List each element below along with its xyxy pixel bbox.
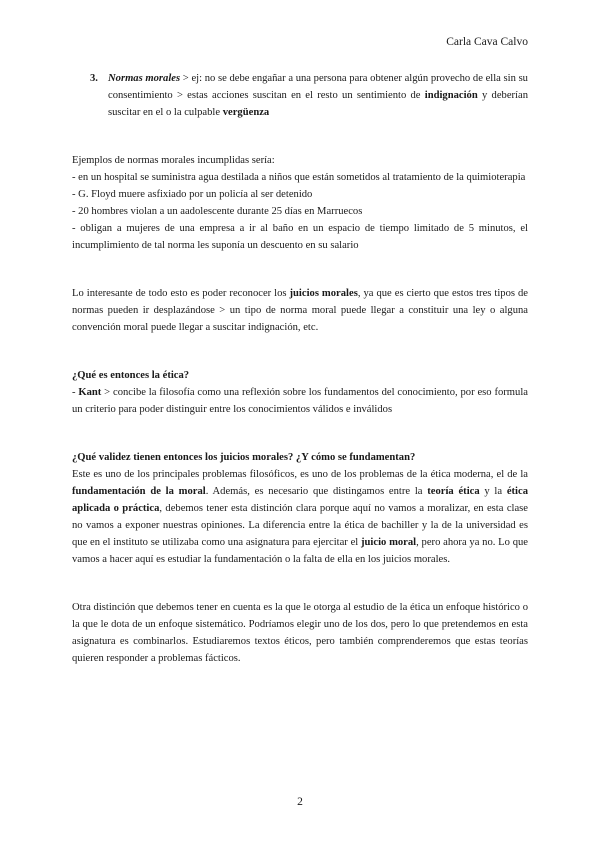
- example-item-1: - en un hospital se suministra agua destilada a niños que están sometidos al tratamiento de la quimioterapia: [72, 172, 526, 183]
- example-item-4: - obligan a mujeres de una empresa a ir al baño en un espacio de tiempo limitado de 5 minutos, el incumplimiento de tal norma les suponía un descuento en su salario: [72, 223, 528, 251]
- term-normas-morales: Normas morales: [108, 73, 181, 84]
- example-item-3: - 20 hombres violan a un aadolescente durante 25 días en Marruecos: [72, 206, 363, 217]
- header-author: Carla Cava Calvo: [446, 36, 528, 48]
- bold-indignacion: indignación: [424, 90, 478, 101]
- text-run: y la: [479, 486, 507, 497]
- bold-juicios-morales: juicios morales: [289, 288, 358, 299]
- text-run: , ya que es cierto que estos tres tipos de normas pueden ir desplazándose > un tipo de norma moral puede llegar a constituir una ley o alguna convención moral puede llegar a suscitar indignación, etc.: [72, 288, 528, 333]
- bold-verguenza: vergüenza: [222, 107, 270, 118]
- section-heading-etica: ¿Qué es entonces la ética?: [72, 370, 190, 381]
- paragraph-kant: [72, 384, 528, 418]
- text-run: , pero ahora ya no. Lo que vamos a hacer aquí es estudiar la fundamentación o la falta de ella en los juicios morales.: [72, 537, 528, 565]
- bold-juicio-moral: juicio moral: [361, 537, 417, 548]
- text-run: , debemos tener esta distinción clara porque aquí no vamos a moralizar, en esta clase no vamos a exponer nuestras opiniones. La diferencia entre la ética de bachiller y la de la universidad es que en el instituto se utilizaba como una asignatura para ejercitar el: [72, 503, 528, 548]
- section-heading-validez: ¿Qué validez tienen entonces los juicios morales? ¿Y cómo se fundamentan?: [72, 452, 416, 463]
- text-run: y deberían suscitar en el o la culpable: [108, 90, 528, 118]
- text-run: > ej: no se debe engañar a una persona para obtener algún provecho de ella sin su consentimiento > estas acciones suscitan en el resto un sentimiento de: [108, 73, 528, 101]
- text-run: Lo interesante de todo esto es poder reconocer los: [72, 288, 290, 299]
- paragraph-enfoque: Otra distinción que debemos tener en cuenta es la que le otorga al estudio de la ética un enfoque histórico o la que le dota de un enfoque sistemático. Podríamos elegir uno de los dos, pero lo que pretendemos en esta asignatura es combinarlos. Estudiaremos textos éticos, pero también comprenderemos que estas teorías quieren responder a problemas fácticos.: [72, 602, 528, 664]
- examples-intro: Ejemplos de normas morales incumplidas sería:: [72, 155, 275, 166]
- page-number: 2: [297, 796, 303, 808]
- list-item-text: [108, 70, 528, 121]
- document-body: [72, 70, 528, 667]
- text-run: > concibe la filosofía como una reflexión sobre los fundamentos del conocimiento, por eso formula un criterio para poder distinguir entre los conocimientos válidos e inválidos: [72, 387, 528, 415]
- paragraph-fundamentacion: [72, 466, 528, 568]
- example-item-2: - G. Floyd muere asfixiado por un policía al ser detenido: [72, 189, 313, 200]
- text-run: . Además, es necesario que distingamos entre la: [205, 486, 428, 497]
- text-run: Este es uno de los principales problemas filosóficos, es uno de los problemas de la ética moderna, el de la: [72, 469, 528, 480]
- bold-fundamentacion: fundamentación de la moral: [72, 486, 206, 497]
- text-run: -: [72, 387, 79, 398]
- bold-kant: Kant: [78, 387, 102, 398]
- paragraph-juicios-morales: [72, 285, 528, 336]
- bold-etica-aplicada: ética aplicada o práctica: [72, 486, 529, 514]
- list-item-normas-morales: [72, 70, 528, 121]
- list-number: 3.: [90, 73, 98, 84]
- bold-teoria-etica: teoría ética: [427, 486, 480, 497]
